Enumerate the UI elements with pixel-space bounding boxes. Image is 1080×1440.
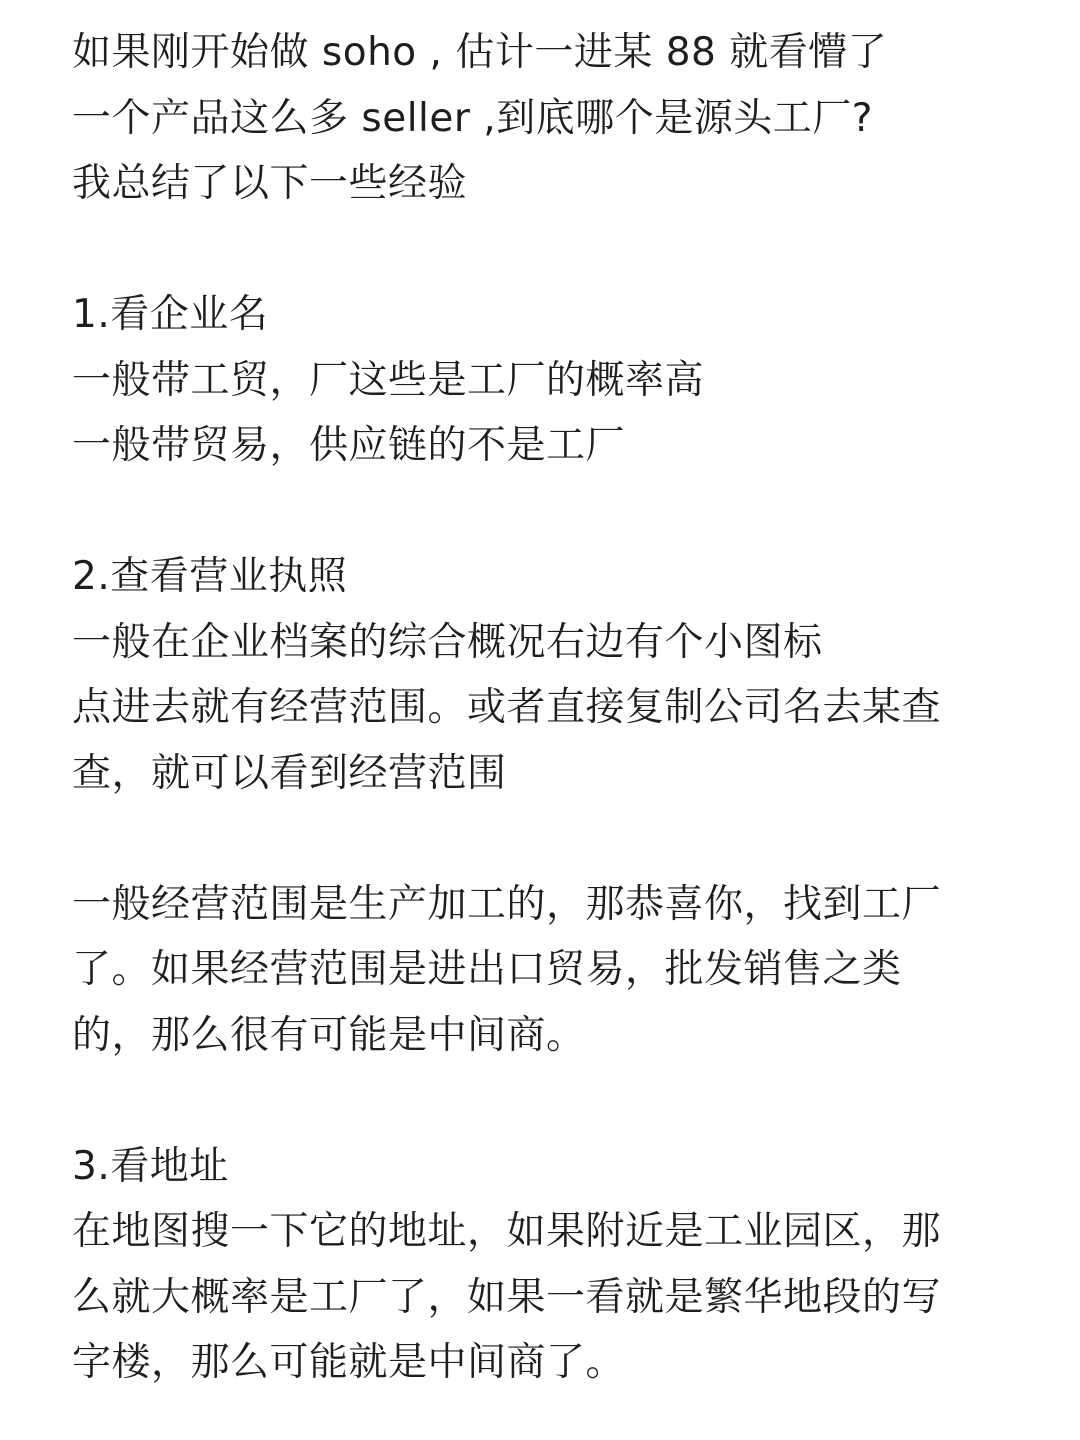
section-3-heading: 3.看地址 [72, 1143, 229, 1189]
scope-paragraph-line-3: 的，那么很有可能是中间商。 [72, 1012, 586, 1058]
intro-line-3: 我总结了以下一些经验 [72, 161, 468, 206]
paragraph-gap [72, 1068, 1022, 1134]
scope-paragraph-line-1: 一般经营范围是生产加工的，那恭喜你，找到工厂 [72, 881, 942, 927]
paragraph-gap [72, 217, 1022, 283]
paragraph-gap [72, 479, 1022, 545]
intro-line-1: 如果刚开始做 soho , 估计一进某 88 就看懵了 [72, 30, 888, 75]
section-2-line-2: 点进去就有经营范围。或者直接复制公司名去某查 [72, 685, 942, 730]
section-2-heading: 2.查看营业执照 [72, 554, 348, 599]
section-2-line-1: 一般在企业档案的综合概况右边有个小图标 [72, 619, 823, 665]
section-3-line-2: 么就大概率是工厂了，如果一看就是繁华地段的写 [72, 1274, 942, 1320]
intro-line-2: 一个产品这么多 seller ,到底哪个是源头工厂? [72, 95, 873, 141]
section-2-line-3: 查，就可以看到经营范围 [72, 750, 507, 796]
section-1-line-1: 一般带工贸，厂这些是工厂的概率高 [72, 357, 705, 403]
section-3-line-1: 在地图搜一下它的地址，如果附近是工业园区，那 [72, 1209, 942, 1254]
section-1-line-2: 一般带贸易，供应链的不是工厂 [72, 423, 626, 468]
article-body [72, 20, 1022, 1396]
paragraph-gap [72, 806, 1022, 872]
section-3-line-3: 字楼，那么可能就是中间商了。 [72, 1340, 626, 1385]
section-1-heading: 1.看企业名 [72, 292, 269, 337]
scope-paragraph-line-2: 了。如果经营范围是进出口贸易，批发销售之类 [72, 947, 902, 992]
